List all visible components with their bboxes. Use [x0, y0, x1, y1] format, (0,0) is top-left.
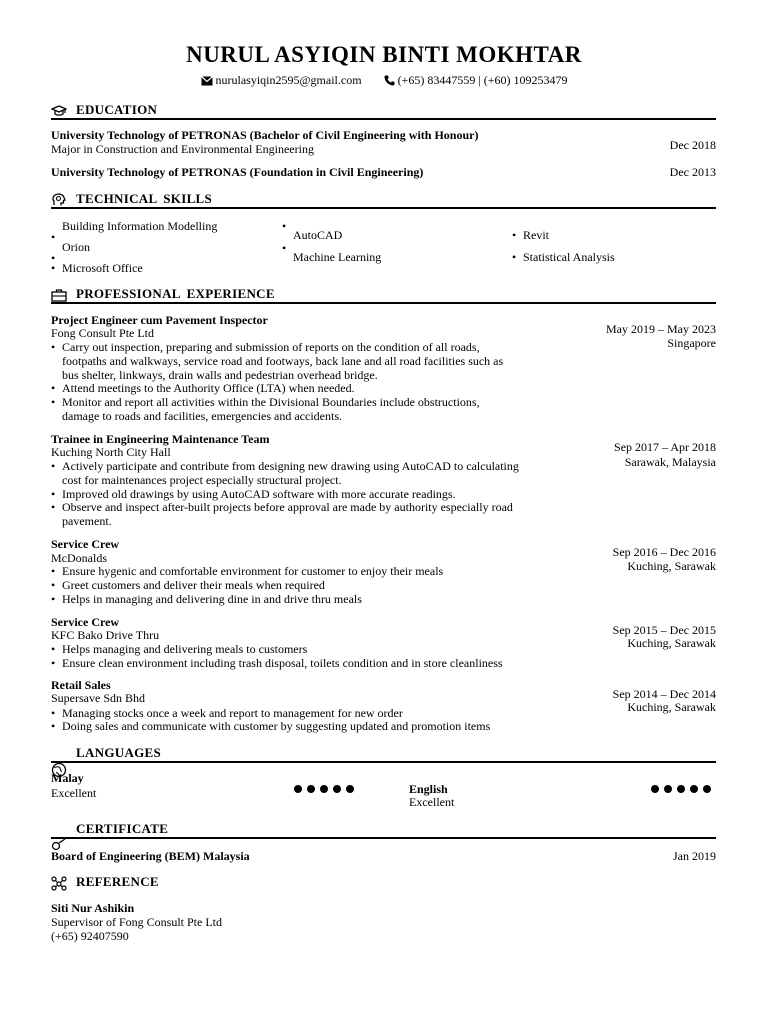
section-title: REFERENCE — [76, 874, 159, 889]
job-title: Service Crew — [51, 537, 120, 551]
job-bullet-cont: footpaths and walkways, service road and footways, back lane and all road facilities such as — [62, 354, 504, 368]
job-title: Project Engineer cum Pavement Inspector — [51, 313, 268, 327]
language-rating-dots — [651, 785, 711, 793]
job-location: Kuching, Sarawak — [627, 559, 716, 573]
job-company: Kuching North City Hall — [51, 445, 171, 459]
job-title: Trainee in Engineering Maintenance Team — [51, 432, 270, 446]
job-location: Kuching, Sarawak — [627, 700, 716, 714]
job-bullet-cont: bus shelter, linkways, drain walls and pedestrian overhead bridge. — [62, 368, 378, 382]
job-company: KFC Bako Drive Thru — [51, 628, 160, 642]
certificate-date: Jan 2019 — [673, 849, 716, 863]
job-bullet-cont: pavement. — [62, 514, 112, 528]
language-rating-dots — [294, 785, 354, 793]
job-date: Sep 2016 – Dec 2016 — [612, 545, 716, 559]
job-location: Singapore — [667, 336, 716, 350]
certificate-name: Board of Engineering (BEM) Malaysia — [51, 849, 250, 863]
section-experience — [51, 286, 716, 304]
envelope-icon — [201, 76, 213, 86]
section-title: PROFESSIONAL EXPERIENCE — [76, 286, 275, 301]
section-title: TECHNICAL SKILLS — [76, 191, 213, 206]
language-level: Excellent — [51, 786, 97, 800]
education-school: University Technology of PETRONAS (Foundation in Civil Engineering) — [51, 165, 424, 179]
section-skills — [51, 191, 716, 209]
section-education — [51, 102, 716, 120]
section-title: EDUCATION — [76, 102, 158, 117]
phone-text: (+65) 83447559 | (+60) 109253479 — [397, 73, 568, 87]
reference-name: Siti Nur Ashikin — [51, 901, 135, 915]
job-date: May 2019 – May 2023 — [606, 322, 716, 336]
job-location: Kuching, Sarawak — [627, 636, 716, 650]
job-company: McDonalds — [51, 551, 107, 565]
education-date: Dec 2018 — [669, 138, 716, 152]
section-certificate — [51, 821, 716, 839]
section-languages — [51, 745, 716, 763]
language-level: Excellent — [409, 795, 455, 809]
brain-icon — [51, 192, 67, 208]
network-icon — [51, 875, 67, 891]
job-date: Sep 2017 – Apr 2018 — [614, 440, 716, 454]
education-date: Dec 2013 — [669, 165, 716, 179]
briefcase-icon — [51, 287, 67, 303]
job-company: Fong Consult Pte Ltd — [51, 326, 155, 340]
reference-phone: (+65) 92407590 — [51, 929, 129, 943]
section-reference — [51, 874, 716, 892]
job-title: Retail Sales — [51, 678, 111, 692]
phone-icon — [384, 75, 395, 86]
job-company: Supersave Sdn Bhd — [51, 691, 145, 705]
job-date: Sep 2015 – Dec 2015 — [612, 623, 716, 637]
language-name: English — [409, 782, 448, 796]
job-location: Sarawak, Malaysia — [624, 455, 716, 469]
section-title: CERTIFICATE — [76, 821, 169, 836]
language-name: Malay — [51, 771, 84, 785]
contact-line — [0, 73, 768, 88]
job-bullet-cont: cost for maintenances project especially structural project. — [62, 473, 342, 487]
education-detail: Major in Construction and Environmental Engineering — [51, 142, 314, 156]
reference-role: Supervisor of Fong Consult Pte Ltd — [51, 915, 223, 929]
education-school: University Technology of PETRONAS (Bachelor of Civil Engineering with Honour) — [51, 128, 479, 142]
candidate-name: NURUL ASYIQIN BINTI MOKHTAR — [186, 42, 582, 67]
graduation-cap-icon — [51, 103, 67, 119]
section-title: LANGUAGES — [76, 745, 162, 760]
job-date: Sep 2014 – Dec 2014 — [612, 687, 716, 701]
job-bullet-cont: damage to roads and facilities, emergencies and accidents. — [62, 409, 342, 423]
email-text: nurulasyiqin2595@gmail.com — [215, 73, 362, 87]
job-title: Service Crew — [51, 615, 120, 629]
